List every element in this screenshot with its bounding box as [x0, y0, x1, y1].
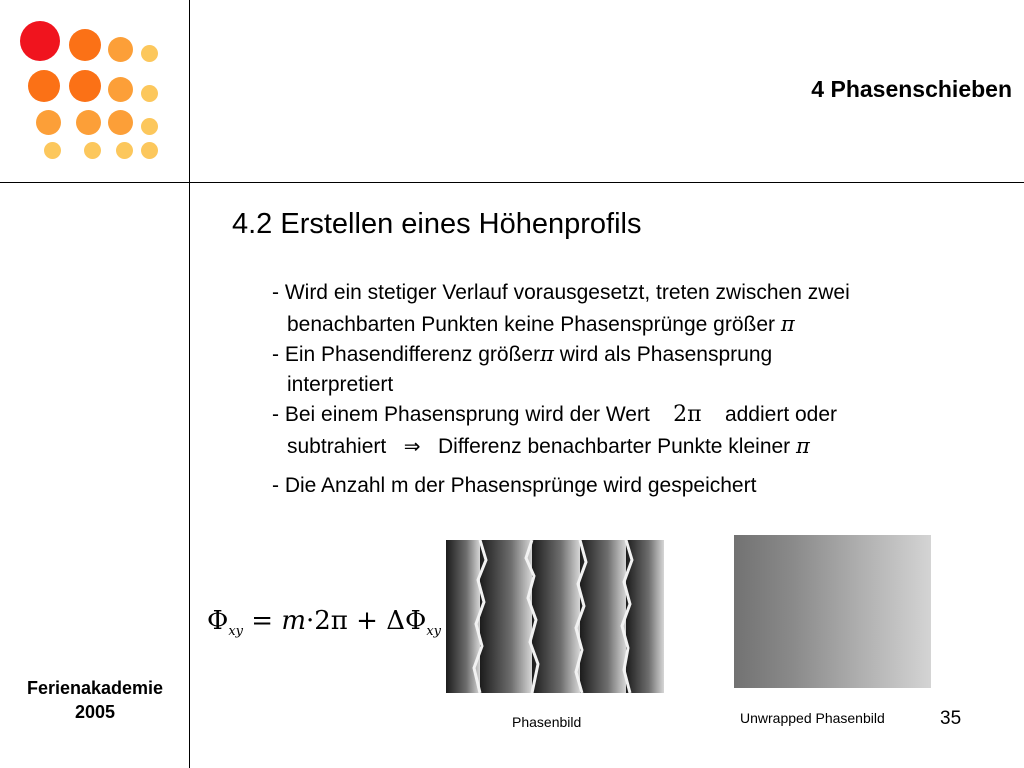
bullet-line	[272, 431, 850, 462]
page-title: 4.2 Erstellen eines Höhenprofils	[232, 208, 642, 240]
bullet-text: Differenz benachbarter Punkte kleiner	[438, 434, 791, 458]
logo-dot	[76, 110, 101, 135]
logo-dot	[141, 118, 158, 135]
logo-dot	[108, 110, 133, 135]
logo-dot	[108, 77, 133, 102]
two-pi-symbol: 2π	[673, 402, 702, 427]
section-title: 4 Phasenschieben	[811, 76, 1012, 102]
pi-symbol: π	[780, 311, 795, 336]
bullet-line	[272, 278, 850, 309]
logo-dot	[69, 70, 101, 102]
bullet-text: subtrahiert	[287, 434, 387, 458]
bullet-text: addiert oder	[724, 403, 838, 426]
phase-formula	[207, 606, 441, 639]
footer-org-name: Ferienakademie	[26, 678, 164, 698]
horizontal-divider	[0, 182, 1024, 183]
bullet-line	[272, 309, 850, 340]
logo-dot	[141, 142, 158, 159]
bullet-line	[272, 339, 850, 370]
bullet-text: - Bei einem Phasensprung wird der Wert	[272, 403, 650, 426]
logo-dot	[36, 110, 61, 135]
formula-delta-phi: ΔΦ	[386, 606, 427, 636]
unwrapped-image-caption: Unwrapped Phasenbild	[740, 710, 885, 726]
vertical-divider	[189, 0, 190, 768]
formula-two-pi: 2π	[314, 606, 348, 636]
bullet-text: wird als Phasensprung	[559, 343, 773, 366]
logo-dot	[28, 70, 60, 102]
bullet-text: - Ein Phasendifferenz größer	[272, 343, 541, 366]
formula-dot: ·	[306, 606, 315, 636]
logo-dots	[0, 0, 180, 180]
logo-dot	[44, 142, 61, 159]
pi-symbol: π	[540, 342, 554, 366]
phase-image	[446, 540, 664, 693]
phase-image-caption: Phasenbild	[512, 714, 582, 730]
bullet-text: - Wird ein stetiger Verlauf vorausgesetzt, treten zwischen zwei	[272, 281, 850, 304]
implies-arrow-icon: ⇒	[403, 433, 421, 458]
formula-subscript: xy	[228, 624, 244, 640]
logo-dot	[84, 142, 101, 159]
logo-dot	[141, 85, 158, 102]
bullet-text: benachbarten Punkten keine Phasensprünge größer	[287, 312, 776, 336]
logo-dot	[20, 21, 60, 61]
formula-plus: +	[356, 606, 378, 636]
page-number: 35	[940, 708, 962, 729]
bullet-list	[272, 278, 850, 502]
unwrapped-phase-image	[734, 535, 931, 688]
bullet-text: interpretiert	[287, 372, 394, 396]
bullet-line	[272, 400, 850, 431]
bullet-line	[272, 370, 850, 401]
formula-phi: Φ	[207, 606, 229, 636]
footer-organization	[0, 676, 190, 724]
logo-dot	[141, 45, 158, 62]
formula-equals: =	[251, 606, 274, 636]
formula-subscript: xy	[426, 624, 442, 640]
footer-org-year: 2005	[74, 702, 116, 722]
bullet-text: - Die Anzahl m der Phasensprünge wird gespeichert	[272, 474, 757, 497]
logo-dot	[108, 37, 133, 62]
logo-dot	[69, 29, 101, 61]
pi-symbol: π	[796, 433, 810, 458]
formula-m: m	[281, 606, 306, 636]
bullet-line	[272, 471, 850, 502]
logo-dot	[116, 142, 133, 159]
